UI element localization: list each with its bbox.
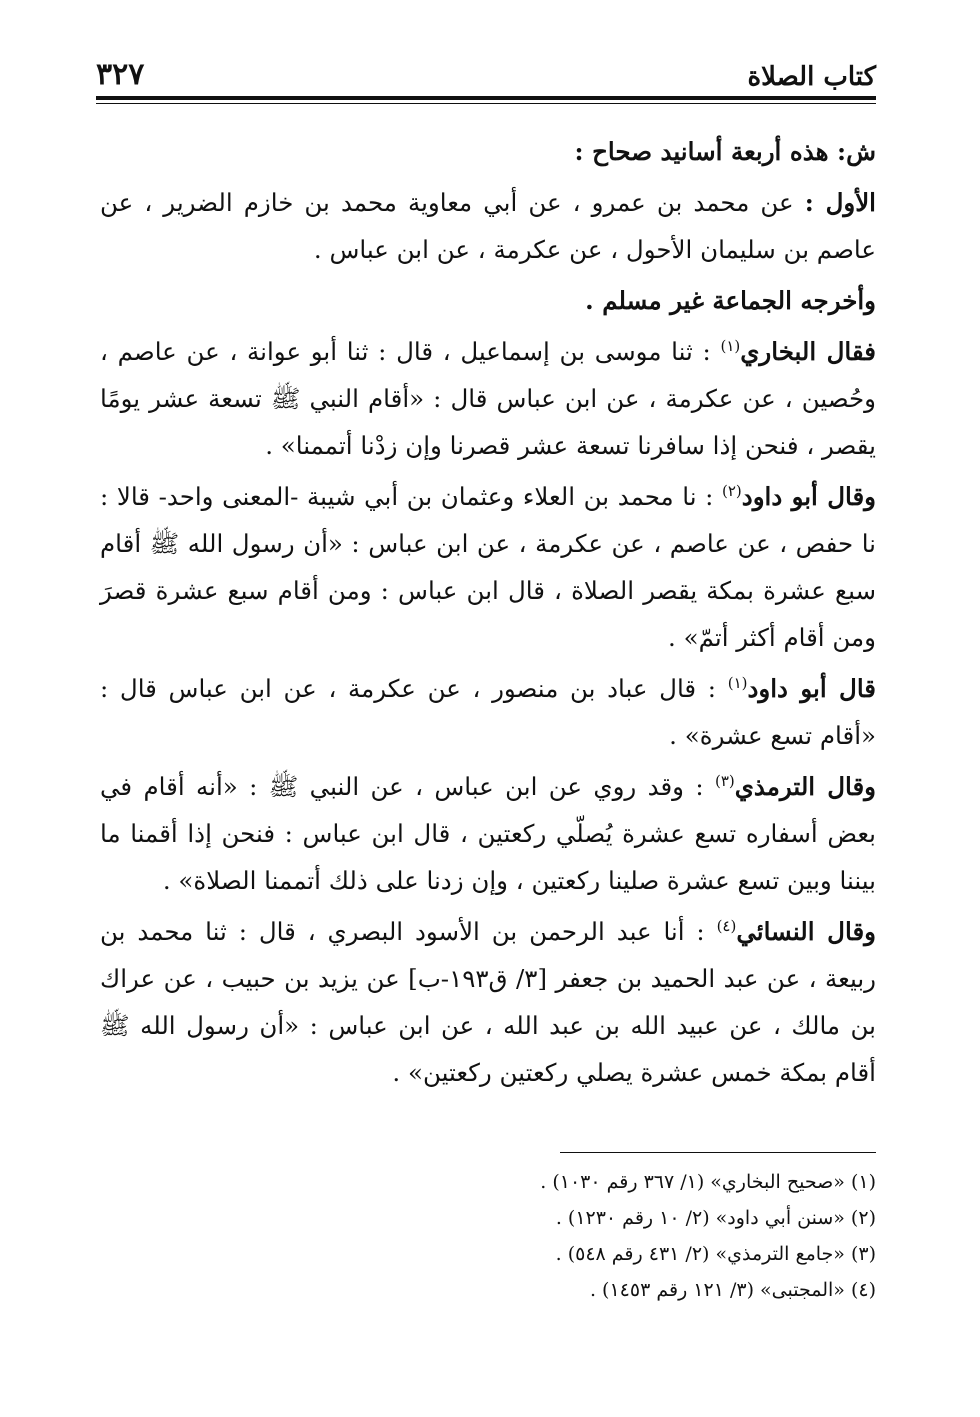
- paragraph-lead: وقال الترمذي: [734, 772, 876, 801]
- paragraph-tirmidhi: [100, 763, 876, 904]
- header-rule-thick: [96, 96, 876, 100]
- footnote-reference[interactable]: (٤): [716, 916, 737, 935]
- footnote-item: (٤) «المجتبى» (٣/ ١٢١ رقم ١٤٥٣) .: [589, 1279, 876, 1301]
- paragraph-bukhari: [100, 328, 876, 469]
- footnote-reference[interactable]: (١): [720, 336, 741, 355]
- paragraph-lead: ش: هذه أربعة أسانيد صحاح :: [574, 137, 876, 166]
- paragraph-text: : وقد روي عن ابن عباس ، عن النبي ﷺ : «أنه أقام في بعض أسفاره تسع عشرة يُصلّي ركعتين ، قال ابن عباس : فنحن إذا أقمنا ما بيننا وبين تسع عشرة صلينا ركعتين ، وإن زدنا على ذلك أتممنا الصلاة» .: [100, 772, 876, 895]
- paragraph-lead: الأول :: [804, 188, 876, 217]
- paragraph-nasai: [100, 908, 876, 1096]
- page-header: [96, 46, 876, 92]
- header-rule-thin: [96, 103, 876, 104]
- paragraph-takhrij: [100, 277, 876, 324]
- footnote-item: (١) «صحيح البخاري» (١/ ٣٦٧ رقم ١٠٣٠) .: [540, 1171, 876, 1193]
- footnotes: [300, 1164, 876, 1308]
- footnote-separator: [560, 1152, 876, 1153]
- paragraph-text: عن محمد بن عمرو ، عن أبي معاوية محمد بن خازم الضرير ، عن عاصم بن سليمان الأحول ، عن عكرمة ، عن ابن عباس .: [100, 188, 876, 264]
- paragraph-lead: فقال البخاري: [740, 337, 876, 366]
- running-title: كتاب الصلاة: [747, 62, 876, 92]
- paragraph-first-chain: [100, 179, 876, 273]
- body-text: [100, 128, 876, 1100]
- paragraph-abu-dawud: [100, 473, 876, 661]
- footnote-reference[interactable]: (١): [727, 673, 748, 692]
- paragraph-text: : أنا عبد الرحمن بن الأسود البصري ، قال : ثنا محمد بن ربيعة ، عن عبد الحميد بن جعفر [٣/ ق١٩٣-ب] عن يزيد بن حبيب ، عن عراك بن مالك ، عن عبيد الله بن عبد الله ، عن ابن عباس : «أن رسول الله ﷺ أقام بمكة خمس عشرة يصلي ركعتين ركعتين» .: [100, 917, 876, 1087]
- paragraph-text: : نا محمد بن العلاء وعثمان بن أبي شيبة -المعنى واحد- قالا : نا حفص ، عن عاصم ، عن عكرمة ، عن ابن عباس : «أن رسول الله ﷺ أقام سبع عشرة بمكة يقصر الصلاة ، قال ابن عباس : ومن أقام سبع عشرة قصرَ ومن أقام أكثر أتمّ» .: [100, 482, 876, 652]
- paragraph-text: : قال عباد بن منصور ، عن عكرمة ، عن ابن عباس قال : «أقام تسع عشرة» .: [100, 674, 876, 750]
- paragraph-lead: وقال النسائي: [736, 917, 876, 946]
- paragraph-abu-dawud-2: [100, 665, 876, 759]
- footnote-reference[interactable]: (٣): [714, 771, 735, 790]
- footnote-item: (٢) «سنن أبي داود» (٢/ ١٠ رقم ١٢٣٠) .: [555, 1207, 876, 1229]
- paragraph-text: : ثنا موسى بن إسماعيل ، قال : ثنا أبو عوانة ، عن عاصم ، وحُصين ، عن عكرمة ، عن ابن عباس قال : «أقام النبي ﷺ تسعة عشر يومًا يقصر ، فنحن إذا سافرنا تسعة عشر قصرنا وإن زدْنا أتممنا» .: [100, 337, 876, 460]
- paragraph-lead: وقال أبو داود: [741, 482, 876, 511]
- footnote-item: (٣) «جامع الترمذي» (٢/ ٤٣١ رقم ٥٤٨) .: [555, 1243, 876, 1265]
- paragraph-lead: وأخرجه الجماعة غير مسلم .: [585, 286, 876, 315]
- page-number: ٣٢٧: [96, 57, 145, 92]
- paragraph-lead: قال أبو داود: [747, 674, 876, 703]
- footnote-reference[interactable]: (٢): [722, 481, 742, 500]
- paragraph-intro: [100, 128, 876, 175]
